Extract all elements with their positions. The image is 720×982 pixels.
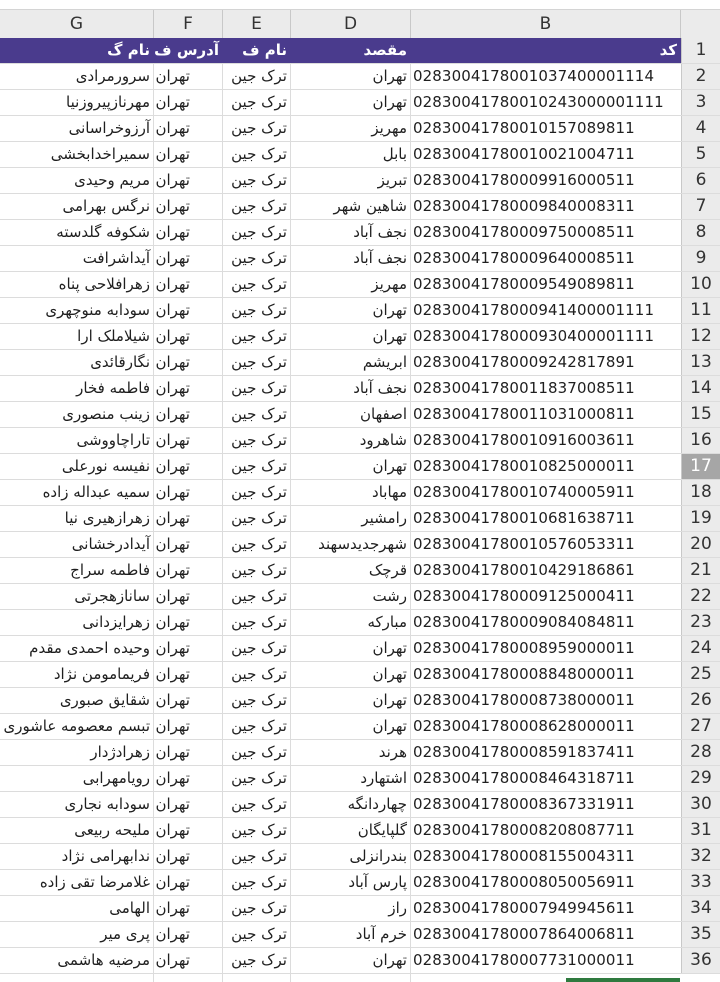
cell-address[interactable]: تهران [155, 379, 190, 397]
cell-code[interactable]: 02830041780008738000011 [413, 691, 635, 709]
column-header-f[interactable]: F [153, 10, 222, 38]
cell-destination[interactable]: تهران [372, 665, 407, 683]
cell-code[interactable]: 0283004178000941400001111 [413, 301, 655, 319]
table-row[interactable] [0, 454, 720, 480]
table-row[interactable] [0, 116, 720, 142]
cell-name[interactable]: نرگس بهرامی [62, 197, 150, 215]
cell-sender-name[interactable]: ترک جین [231, 535, 287, 553]
spreadsheet-grid[interactable] [0, 38, 720, 982]
cell-address[interactable]: تهران [155, 197, 190, 215]
cell-code[interactable]: 02830041780010157089811 [413, 119, 635, 137]
row-number[interactable]: 24 [681, 636, 720, 661]
cell-sender-name[interactable]: ترک جین [231, 93, 287, 111]
row-number[interactable]: 4 [681, 116, 720, 141]
cell-sender-name[interactable]: ترک جین [231, 327, 287, 345]
cell-address[interactable]: تهران [155, 873, 190, 891]
cell-name[interactable]: زهرادژدار [90, 743, 150, 761]
cell-address[interactable]: تهران [155, 353, 190, 371]
table-row[interactable] [0, 792, 720, 818]
table-row[interactable] [0, 896, 720, 922]
table-row[interactable] [0, 90, 720, 116]
table-row[interactable] [0, 688, 720, 714]
cell-destination[interactable]: نجف آباد [353, 379, 407, 397]
cell-destination[interactable]: پارس آباد [348, 873, 407, 891]
table-row[interactable] [0, 324, 720, 350]
cell-address[interactable]: تهران [155, 145, 190, 163]
table-row[interactable] [0, 558, 720, 584]
cell-destination[interactable]: قرچک [368, 561, 407, 579]
table-row[interactable] [0, 220, 720, 246]
cell-code[interactable]: 02830041780010243000001111 [413, 93, 664, 111]
table-row[interactable] [0, 298, 720, 324]
cell-name[interactable]: سمیه عبداله زاده [42, 483, 150, 501]
row-number[interactable]: 1 [681, 38, 720, 63]
cell-destination[interactable]: نجف آباد [353, 223, 407, 241]
cell-name[interactable]: سانازهجرتی [74, 587, 150, 605]
cell-name[interactable]: وحیده احمدی مقدم [29, 639, 150, 657]
cell-destination[interactable]: ابریشم [362, 353, 407, 371]
cell-address[interactable]: تهران [155, 899, 190, 917]
cell-code[interactable]: 02830041780009125000411 [413, 587, 635, 605]
cell-destination[interactable]: شاهرود [359, 431, 407, 449]
cell-destination[interactable]: خرم آباد [355, 925, 407, 943]
cell-address[interactable]: تهران [155, 327, 190, 345]
cell-sender-name[interactable]: ترک جین [231, 873, 287, 891]
cell-code[interactable]: 02830041780010740005911 [413, 483, 635, 501]
cell-destination[interactable]: چهاردانگه [347, 795, 407, 813]
table-row[interactable] [0, 194, 720, 220]
cell-address[interactable]: تهران [155, 717, 190, 735]
cell-sender-name[interactable]: ترک جین [231, 457, 287, 475]
header-cell-code[interactable]: کد [659, 41, 677, 59]
row-number[interactable]: 20 [681, 532, 720, 557]
cell-code[interactable]: 02830041780008959000011 [413, 639, 635, 657]
header-cell-destination[interactable]: مقصد [363, 41, 407, 59]
cell-destination[interactable]: رامشیر [361, 509, 407, 527]
cell-address[interactable]: تهران [155, 119, 190, 137]
cell-address[interactable]: تهران [155, 431, 190, 449]
cell-destination[interactable]: اشتهارد [360, 769, 407, 787]
row-number[interactable]: 11 [681, 298, 720, 323]
table-row[interactable] [0, 766, 720, 792]
cell-name[interactable]: رویامهرابی [82, 769, 150, 787]
row-number[interactable]: 7 [681, 194, 720, 219]
cell-code[interactable]: 02830041780009084084811 [413, 613, 635, 631]
table-row[interactable] [0, 376, 720, 402]
cell-name[interactable]: مرضیه هاشمی [57, 951, 150, 969]
cell-address[interactable]: تهران [155, 275, 190, 293]
cell-sender-name[interactable]: ترک جین [231, 821, 287, 839]
cell-name[interactable]: الهامی [109, 899, 150, 917]
cell-code[interactable]: 02830041780010681638711 [413, 509, 635, 527]
cell-code[interactable]: 02830041780011837008511 [413, 379, 635, 397]
row-number[interactable]: 6 [681, 168, 720, 193]
cell-name[interactable]: زینب منصوری [62, 405, 150, 423]
cell-sender-name[interactable]: ترک جین [231, 171, 287, 189]
cell-sender-name[interactable]: ترک جین [231, 561, 287, 579]
cell-sender-name[interactable]: ترک جین [231, 249, 287, 267]
cell-sender-name[interactable]: ترک جین [231, 951, 287, 969]
column-header-d[interactable]: D [290, 10, 410, 38]
cell-destination[interactable]: گلپایگان [357, 821, 407, 839]
cell-name[interactable]: سودابه منوچهری [45, 301, 150, 319]
cell-address[interactable]: تهران [155, 457, 190, 475]
cell-name[interactable]: نفیسه نورعلی [61, 457, 150, 475]
table-row[interactable] [0, 818, 720, 844]
row-number[interactable]: 35 [681, 922, 720, 947]
table-row[interactable] [0, 142, 720, 168]
cell-sender-name[interactable]: ترک جین [231, 145, 287, 163]
cell-address[interactable]: تهران [155, 639, 190, 657]
cell-address[interactable]: تهران [155, 509, 190, 527]
row-number[interactable]: 25 [681, 662, 720, 687]
cell-address[interactable]: تهران [155, 561, 190, 579]
cell-destination[interactable]: تهران [372, 457, 407, 475]
cell-address[interactable]: تهران [155, 821, 190, 839]
cell-address[interactable]: تهران [155, 249, 190, 267]
cell-sender-name[interactable]: ترک جین [231, 353, 287, 371]
cell-code[interactable]: 02830041780008050056911 [413, 873, 635, 891]
cell-address[interactable]: تهران [155, 743, 190, 761]
cell-code[interactable]: 02830041780010429186861 [413, 561, 635, 579]
cell-address[interactable]: تهران [155, 951, 190, 969]
grid-line [153, 64, 154, 982]
cell-name[interactable]: سودابه نجاری [64, 795, 150, 813]
cell-name[interactable]: زهرایزدانی [82, 613, 150, 631]
cell-code[interactable]: 02830041780010576053311 [413, 535, 635, 553]
cell-name[interactable]: ندابهرامی نژاد [61, 847, 150, 865]
table-row[interactable] [0, 610, 720, 636]
row-number[interactable]: 2 [681, 64, 720, 89]
table-row[interactable] [0, 506, 720, 532]
sheet-corner[interactable] [680, 10, 720, 38]
cell-code[interactable]: 02830041780008464318711 [413, 769, 635, 787]
row-number[interactable]: 9 [681, 246, 720, 271]
cell-name[interactable]: فریمامومن نژاد [53, 665, 150, 683]
column-header-bar [0, 9, 720, 39]
cell-code[interactable]: 02830041780008367331911 [413, 795, 635, 813]
cell-address[interactable]: تهران [155, 93, 190, 111]
cell-address[interactable]: تهران [155, 925, 190, 943]
cell-name[interactable]: مریم وحیدی [74, 171, 150, 189]
cell-sender-name[interactable]: ترک جین [231, 665, 287, 683]
cell-sender-name[interactable]: ترک جین [231, 509, 287, 527]
cell-sender-name[interactable]: ترک جین [231, 67, 287, 85]
cell-name[interactable]: آرزوخراسانی [68, 119, 150, 137]
cell-sender-name[interactable]: ترک جین [231, 639, 287, 657]
cell-destination[interactable]: مبارکه [367, 613, 407, 631]
header-cell-name[interactable]: نام گ [107, 41, 150, 59]
grid-line [410, 64, 411, 982]
grid-line [290, 64, 291, 982]
row-number[interactable]: 15 [681, 402, 720, 427]
cell-code[interactable]: 02830041780009750008511 [413, 223, 635, 241]
cell-address[interactable]: تهران [155, 587, 190, 605]
cell-destination[interactable]: بندرانزلی [349, 847, 407, 865]
row-number[interactable]: 33 [681, 870, 720, 895]
cell-destination[interactable]: شهرجدیدسهند [318, 535, 407, 553]
cell-name[interactable]: آیداشرافت [82, 249, 150, 267]
cell-code[interactable]: 02830041780008155004311 [413, 847, 635, 865]
cell-sender-name[interactable]: ترک جین [231, 301, 287, 319]
cell-sender-name[interactable]: ترک جین [231, 691, 287, 709]
cell-name[interactable]: شقایق صبوری [59, 691, 150, 709]
cell-address[interactable]: تهران [155, 613, 190, 631]
cell-destination[interactable]: تهران [372, 639, 407, 657]
cell-destination[interactable]: تبریز [377, 171, 407, 189]
cell-sender-name[interactable]: ترک جین [231, 769, 287, 787]
cell-destination[interactable]: مهاباد [372, 483, 407, 501]
table-row[interactable] [0, 922, 720, 948]
cell-name[interactable]: فاطمه سراج [70, 561, 150, 579]
row-number[interactable]: 32 [681, 844, 720, 869]
cell-code[interactable]: 02830041780010021004711 [413, 145, 635, 163]
table-row[interactable] [0, 948, 720, 974]
cell-address[interactable]: تهران [155, 67, 190, 85]
cell-sender-name[interactable]: ترک جین [231, 379, 287, 397]
cell-address[interactable]: تهران [155, 223, 190, 241]
cell-code[interactable]: 02830041780009549089811 [413, 275, 635, 293]
row-number[interactable]: 18 [681, 480, 720, 505]
column-header-g[interactable]: G [69, 14, 84, 34]
cell-address[interactable]: تهران [155, 795, 190, 813]
row-number[interactable]: 14 [681, 376, 720, 401]
cell-sender-name[interactable]: ترک جین [231, 717, 287, 735]
selection-indicator [566, 978, 680, 982]
table-row[interactable] [0, 636, 720, 662]
row-number[interactable]: 31 [681, 818, 720, 843]
column-header-e[interactable]: E [222, 10, 290, 38]
cell-name[interactable]: تبسم معصومه عاشوری [3, 717, 150, 735]
table-row[interactable] [0, 64, 720, 90]
cell-name[interactable]: غلامرضا تقی زاده [39, 873, 150, 891]
row-number[interactable]: 17 [681, 454, 720, 479]
row-number[interactable]: 29 [681, 766, 720, 791]
cell-address[interactable]: تهران [155, 535, 190, 553]
cell-code[interactable]: 02830041780009840008311 [413, 197, 635, 215]
cell-code[interactable]: 02830041780009242817891 [413, 353, 635, 371]
row-number[interactable]: 30 [681, 792, 720, 817]
row-number[interactable]: 22 [681, 584, 720, 609]
cell-sender-name[interactable]: ترک جین [231, 847, 287, 865]
cell-destination[interactable]: شاهین شهر [333, 197, 407, 215]
table-row[interactable] [0, 584, 720, 610]
cell-sender-name[interactable]: ترک جین [231, 743, 287, 761]
column-header-b[interactable]: B [410, 10, 680, 38]
cell-code[interactable]: 02830041780009916000511 [413, 171, 635, 189]
table-row[interactable] [0, 350, 720, 376]
cell-destination[interactable]: تهران [372, 327, 407, 345]
cell-address[interactable]: تهران [155, 665, 190, 683]
table-row[interactable] [0, 168, 720, 194]
row-number[interactable]: 12 [681, 324, 720, 349]
cell-code[interactable]: 0283004178000930400001111 [413, 327, 655, 345]
cell-code[interactable]: 02830041780008591837411 [413, 743, 635, 761]
table-row[interactable] [0, 272, 720, 298]
row-number[interactable]: 16 [681, 428, 720, 453]
cell-destination[interactable]: بابل [382, 145, 407, 163]
row-number[interactable]: 26 [681, 688, 720, 713]
cell-sender-name[interactable]: ترک جین [231, 197, 287, 215]
table-row[interactable] [0, 844, 720, 870]
cell-name[interactable]: ملیحه ربیعی [74, 821, 150, 839]
cell-address[interactable]: تهران [155, 769, 190, 787]
cell-code[interactable]: 02830041780011031000811 [413, 405, 635, 423]
row-number[interactable]: 36 [681, 948, 720, 973]
cell-code[interactable]: 0283004178001037400001114 [413, 67, 655, 85]
row-number[interactable]: 28 [681, 740, 720, 765]
cell-name[interactable]: زهرازهیری نیا [64, 509, 150, 527]
cell-destination[interactable]: تهران [372, 67, 407, 85]
cell-sender-name[interactable]: ترک جین [231, 483, 287, 501]
cell-name[interactable]: شکوفه گلدسته [56, 223, 150, 241]
cell-sender-name[interactable]: ترک جین [231, 223, 287, 241]
table-row[interactable] [0, 662, 720, 688]
cell-sender-name[interactable]: ترک جین [231, 275, 287, 293]
row-number[interactable]: 23 [681, 610, 720, 635]
cell-address[interactable]: تهران [155, 301, 190, 319]
cell-sender-name[interactable]: ترک جین [231, 899, 287, 917]
table-row[interactable] [0, 246, 720, 272]
row-number[interactable]: 34 [681, 896, 720, 921]
cell-destination[interactable]: تهران [372, 717, 407, 735]
cell-destination[interactable]: رشت [372, 587, 407, 605]
cell-code[interactable]: 02830041780010916003611 [413, 431, 635, 449]
cell-name[interactable]: آیدادرخشانی [71, 535, 150, 553]
table-row[interactable] [0, 532, 720, 558]
cell-name[interactable]: سرورمرادی [75, 67, 150, 85]
cell-code[interactable]: 02830041780008848000011 [413, 665, 635, 683]
row-number[interactable]: 3 [681, 90, 720, 115]
header-cell-address[interactable]: آدرس ف [154, 41, 219, 59]
cell-destination[interactable]: مهریز [371, 119, 407, 137]
cell-destination[interactable]: نجف آباد [353, 249, 407, 267]
header-cell-sender-name[interactable]: نام ف [242, 41, 287, 59]
cell-destination[interactable]: مهریز [371, 275, 407, 293]
cell-sender-name[interactable]: ترک جین [231, 795, 287, 813]
table-row[interactable] [0, 870, 720, 896]
cell-code[interactable]: 02830041780007864006811 [413, 925, 635, 943]
cell-name[interactable]: سمیراخدابخشی [50, 145, 150, 163]
cell-destination[interactable]: تهران [372, 301, 407, 319]
table-row[interactable] [0, 480, 720, 506]
cell-code[interactable]: 02830041780007949945611 [413, 899, 635, 917]
grid-line [222, 64, 223, 982]
cell-code[interactable]: 02830041780007731000011 [413, 951, 635, 969]
cell-address[interactable]: تهران [155, 483, 190, 501]
cell-name[interactable]: تاراچاووشی [76, 431, 150, 449]
cell-code[interactable]: 02830041780009640008511 [413, 249, 635, 267]
cell-sender-name[interactable]: ترک جین [231, 431, 287, 449]
cell-address[interactable]: تهران [155, 171, 190, 189]
table-row[interactable] [0, 428, 720, 454]
row-number[interactable]: 10 [681, 272, 720, 297]
cell-sender-name[interactable]: ترک جین [231, 405, 287, 423]
row-number[interactable]: 19 [681, 506, 720, 531]
cell-address[interactable]: تهران [155, 691, 190, 709]
cell-name[interactable]: مهرنازپیروزنیا [66, 93, 150, 111]
cell-code[interactable]: 02830041780008628000011 [413, 717, 635, 735]
cell-code[interactable]: 02830041780008208087711 [413, 821, 635, 839]
cell-name[interactable]: پری میر [100, 925, 150, 943]
cell-code[interactable]: 02830041780010825000011 [413, 457, 635, 475]
table-row[interactable] [0, 740, 720, 766]
cell-destination[interactable]: اصفهان [360, 405, 407, 423]
header-row[interactable] [0, 38, 720, 64]
cell-sender-name[interactable]: ترک جین [231, 119, 287, 137]
cell-address[interactable]: تهران [155, 847, 190, 865]
row-number[interactable]: 27 [681, 714, 720, 739]
cell-address[interactable]: تهران [155, 405, 190, 423]
row-number[interactable]: 5 [681, 142, 720, 167]
cell-name[interactable]: فاطمه فخار [76, 379, 150, 397]
cell-destination[interactable]: هرند [378, 743, 407, 761]
cell-destination[interactable]: تهران [372, 951, 407, 969]
row-number[interactable]: 8 [681, 220, 720, 245]
cell-name[interactable]: زهرافلاحی پناه [58, 275, 150, 293]
table-row[interactable] [0, 402, 720, 428]
cell-name[interactable]: نگارقائدی [90, 353, 150, 371]
cell-destination[interactable]: راز [388, 899, 407, 917]
row-number[interactable]: 21 [681, 558, 720, 583]
cell-sender-name[interactable]: ترک جین [231, 613, 287, 631]
cell-destination[interactable]: تهران [372, 93, 407, 111]
cell-name[interactable]: شیلاملک ارا [77, 327, 150, 345]
cell-sender-name[interactable]: ترک جین [231, 587, 287, 605]
cell-destination[interactable]: تهران [372, 691, 407, 709]
row-number[interactable]: 13 [681, 350, 720, 375]
cell-sender-name[interactable]: ترک جین [231, 925, 287, 943]
table-row[interactable] [0, 714, 720, 740]
